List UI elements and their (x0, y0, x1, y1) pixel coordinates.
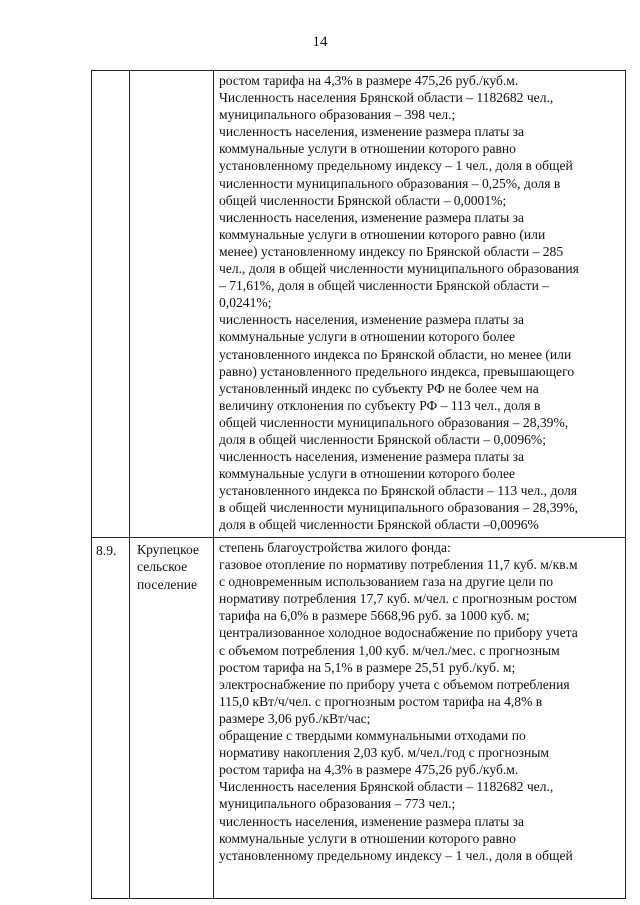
text-line: – 71,61%, доля в общей численности Брянской области – (219, 278, 550, 294)
text-line: коммунальные услуги в отношении которого более (219, 329, 516, 345)
text-line: коммунальные услуги в отношении которого равно (или (219, 226, 546, 242)
row-name-cell (130, 71, 214, 538)
text-line: Численность населения Брянской области – 1182682 чел., (219, 90, 554, 106)
text-line: доля в общей численности Брянской области – 0,0096%; (219, 431, 547, 447)
text-line: численности муниципального образования – 0,25%, доля в (219, 175, 561, 191)
text-line: тарифа на 6,0% в размере 5668,96 руб. за 1000 куб. м; (219, 608, 530, 624)
text-line: численность населения, изменение размера платы за (219, 312, 525, 328)
text-line: численность населения, изменение размера платы за (219, 124, 525, 140)
text-line: общей численности Брянской области – 0,0001%; (219, 192, 507, 208)
text-line: установленного индекса по Брянской области – 113 чел., доля (219, 483, 578, 499)
text-line: установленный индекс по субъекту РФ не более чем на (219, 380, 539, 396)
text-line: численность населения, изменение размера платы за (219, 813, 525, 829)
text-line: ростом тарифа на 4,3% в размере 475,26 руб./куб.м. (219, 762, 519, 778)
text-line: установленного индекса по Брянской области, но менее (или (219, 346, 572, 362)
text-line: коммунальные услуги в отношении которого равно (219, 830, 516, 846)
row-number-cell: 8.9. (92, 538, 130, 899)
text-line: коммунальные услуги в отношении которого равно (219, 141, 516, 157)
text-line: нормативу накопления 2,03 куб. м/чел./год с прогнозным (219, 745, 549, 761)
text-line: численность населения, изменение размера платы за (219, 209, 525, 225)
text-line: чел., доля в общей численности муниципального образования (219, 261, 579, 277)
page-number: 14 (312, 34, 328, 50)
text-line: 115,0 кВт/ч/чел. с прогнозным ростом тарифа на 4,8% в (219, 693, 543, 709)
text-line: величину отклонения по субъекту РФ – 113 чел., доля в (219, 397, 541, 413)
text-line: Крупецкое (137, 542, 199, 557)
text-line: поселение (137, 576, 198, 592)
text-line: установленному предельному индексу – 1 чел., доля в общей (219, 158, 573, 174)
text-line: степень благоустройства жилого фонда: (219, 540, 451, 555)
text-line: муниципального образования – 773 чел.; (219, 796, 456, 812)
text-line: Численность населения Брянской области – 1182682 чел., (219, 779, 554, 795)
text-line: коммунальные услуги в отношении которого более (219, 466, 516, 482)
text-line: с одновременным использованием газа на другие цели по (219, 574, 554, 590)
row-text-cell (214, 71, 626, 538)
row-number-cell (92, 71, 130, 538)
text-line: численность населения, изменение размера платы за (219, 449, 525, 465)
text-line: газовое отопление по нормативу потребления 11,7 куб. м/кв.м (219, 557, 578, 573)
text-line: электроснабжение по прибору учета с объемом потребления (219, 676, 570, 692)
text-line: ростом тарифа на 4,3% в размере 475,26 руб./куб.м. (219, 73, 519, 88)
text-line: муниципального образования – 398 чел.; (219, 107, 456, 123)
text-line: сельское (137, 559, 188, 575)
text-line: с объемом потребления 1,00 куб. м/чел./мес. с прогнозным (219, 642, 560, 658)
data-table (91, 70, 626, 899)
text-line: доля в общей численности Брянской области –0,0096% (219, 517, 539, 533)
text-line: менее) установленному индексу по Брянской области – 285 (219, 243, 564, 259)
text-line: размере 3,06 руб./кВт/час; (219, 710, 371, 726)
text-line: 0,0241%; (219, 295, 272, 311)
text-line: в общей численности муниципального образования – 28,39%, (219, 500, 579, 516)
row-name-cell (130, 538, 214, 899)
row-text-cell (214, 538, 626, 899)
text-line: ростом тарифа на 5,1% в размере 25,51 руб./куб. м; (219, 659, 516, 675)
text-line: централизованное холодное водоснабжение по прибору учета (219, 625, 578, 641)
text-line: установленному предельному индексу – 1 чел., доля в общей (219, 847, 573, 863)
text-line: общей численности муниципального образования – 28,39%, (219, 414, 569, 430)
table-row (92, 538, 626, 899)
text-line: обращение с твердыми коммунальными отходами по (219, 728, 526, 744)
text-line: нормативу потребления 17,7 куб. м/чел. с прогнозным ростом (219, 591, 577, 607)
text-line: равно) установленного предельного индекса, превышающего (219, 363, 575, 379)
table-row (92, 71, 626, 538)
